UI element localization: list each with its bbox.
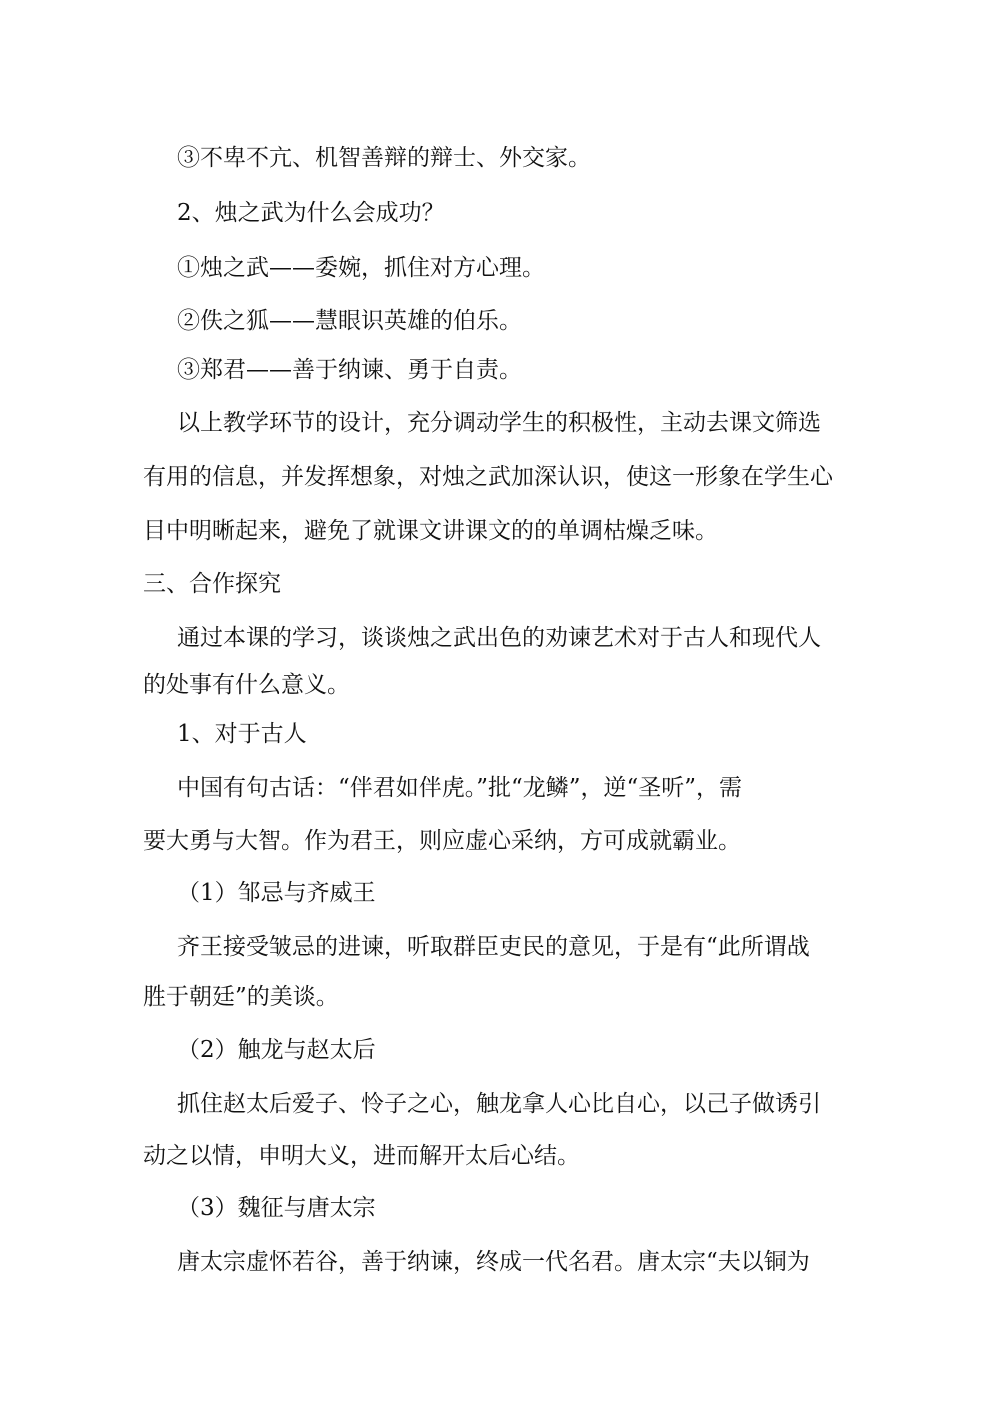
list-item: ③郑君——善于纳谏、勇于自责。 (177, 357, 522, 383)
paragraph-line: 要大勇与大智。作为君王，则应虚心采纳，方可成就霸业。 (143, 828, 741, 854)
section-subheading: 2、烛之武为什么会成功？ (177, 200, 445, 226)
list-item: ③不卑不亢、机智善辩的辩士、外交家。 (177, 145, 591, 171)
section-heading: 三、合作探究 (143, 571, 281, 597)
paragraph-line: 齐王接受皱忌的进谏，听取群臣吏民的意见，于是有“此所谓战 (177, 934, 810, 960)
paragraph-line: 以上教学环节的设计，充分调动学生的积极性，主动去课文筛选 (177, 410, 821, 436)
paragraph-line: 胜于朝廷”的美谈。 (143, 984, 339, 1010)
paragraph-line: 通过本课的学习，谈谈烛之武出色的劝谏艺术对于古人和现代人 (177, 625, 821, 651)
list-item: ①烛之武——委婉，抓住对方心理。 (177, 255, 545, 281)
paragraph-line: 唐太宗虚怀若谷，善于纳谏，终成一代名君。唐太宗“夫以铜为 (177, 1249, 810, 1275)
paragraph-line: 目中明晰起来，避免了就课文讲课文的的单调枯燥乏味。 (143, 518, 718, 544)
list-item: ②佚之狐——慧眼识英雄的伯乐。 (177, 308, 522, 334)
subsection-heading: （3）魏征与唐太宗 (177, 1195, 376, 1221)
section-subheading: 1、对于古人 (177, 721, 307, 747)
paragraph-line: 动之以情，申明大义，进而解开太后心结。 (143, 1143, 580, 1169)
paragraph-line: 中国有句古话：“伴君如伴虎。”批“龙鳞”，逆“圣听”，需 (177, 775, 743, 801)
paragraph-line: 的处事有什么意义。 (143, 672, 350, 698)
paragraph-line: 有用的信息，并发挥想象，对烛之武加深认识，使这一形象在学生心 (143, 464, 833, 490)
paragraph-line: 抓住赵太后爱子、怜子之心，触龙拿人心比自心，以己子做诱引 (177, 1091, 821, 1117)
subsection-heading: （2）触龙与赵太后 (177, 1037, 376, 1063)
subsection-heading: （1）邹忌与齐威王 (177, 880, 376, 906)
